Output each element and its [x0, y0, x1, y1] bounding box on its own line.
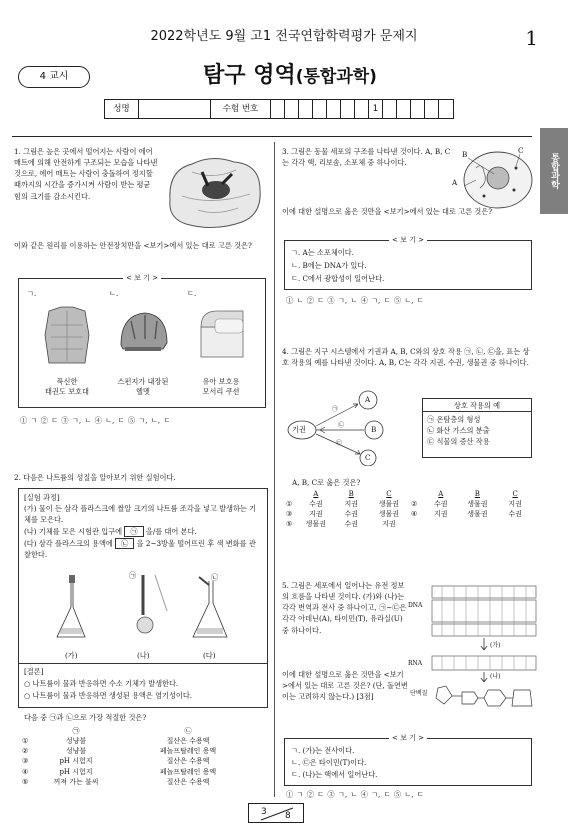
q4-cell: 생물권 [305, 520, 326, 529]
q1-item-label: 스펀지가 내장된 헬멧 [117, 377, 169, 397]
exam-title: 2022학년도 9월 고1 전국연합학력평가 문제지 [150, 29, 418, 44]
q4-cell: 수권 [434, 500, 448, 509]
q3-question: 이에 대한 설명으로 옳은 것만을 <보기>에서 있는 대로 고른 것은? [282, 207, 493, 216]
q5-example-box [284, 734, 532, 786]
q4-cell: ④ [410, 510, 418, 519]
column-divider [274, 142, 275, 797]
q4-text: 4. 그림은 지구 시스템에서 기권과 A, B, C와의 상호 작용 ㉠, ㉡, ㉢을, 표는 상호 작용의 예를 나타낸 것이다. A, B, C는 각각 지권, 수권, 생물권 중 하나이다. [282, 347, 530, 368]
q4-arrow-mark: ㉠ [332, 406, 339, 413]
id-row [104, 99, 454, 119]
q3-text: 3. 그림은 동물 세포의 구조를 나타낸 것이다. A, B, C는 각각 핵, 리보솜, 소포체 중 하나이다. [282, 147, 451, 168]
q2-fig-mark: ㉠ [129, 571, 137, 580]
number-cell-digit: 1 [369, 100, 383, 118]
q4-col-head: B [348, 490, 354, 498]
q4-col-head: B [474, 490, 480, 498]
table-row[interactable] [284, 509, 534, 519]
q4-arrow-mark: ㉡ [338, 422, 345, 429]
q1-example-box [18, 274, 266, 408]
name-field[interactable] [139, 100, 211, 118]
q4-table-item: ㉡ 화산 가스의 분출 [427, 426, 490, 436]
q1-box-label: < 보 기 > [123, 273, 161, 283]
number-cell[interactable] [425, 100, 439, 118]
q1-item-label: 푹신한 태권도 보호대 [45, 377, 89, 397]
q4-table-item: ㉢ 식물의 증산 작용 [427, 437, 490, 447]
q3-choices[interactable]: ① ㄴ ② ㄷ ③ ㄱ, ㄴ ④ ㄱ, ㄷ ⑤ ㄴ, ㄷ [286, 296, 424, 305]
q3-item: ㄱ. A는 소포체이다. [291, 248, 354, 257]
q1-text: 1. 그림은 높은 곳에서 떨어지는 사람이 에어 매트에 의해 안전하게 구조되는 모습을 나타낸 것으로, 에어 매트는 사람이 충돌하여 정지할 때까지의 시간을 증가시켜 사람이 받는 평균 힘의 크기를 감소시킨다. [14, 147, 158, 201]
q4-cell: 생물권 [467, 510, 488, 519]
page-indicator [248, 803, 304, 823]
table-row[interactable] [20, 746, 260, 756]
q5-fig-label-na: (나) [490, 673, 501, 680]
q1-item-mark: ㄴ. [109, 289, 119, 298]
q2-concl2: ○ 나트륨이 물과 반응하면 생성된 용액은 염기성이다. [24, 691, 193, 700]
number-cell[interactable] [327, 100, 341, 118]
q3-fig-label-b: B [462, 150, 468, 159]
q2-row-b: 페놀프탈레인 용액 [159, 767, 217, 776]
q2-row-b: 질산은 수용액 [166, 757, 210, 766]
q3-example-box [284, 236, 532, 290]
number-cell[interactable] [299, 100, 313, 118]
q3-fig-label-a: A [452, 178, 458, 187]
q5-box-label: < 보 기 > [389, 733, 427, 743]
q5-fig-label-protein: 단백질 [410, 690, 428, 697]
q1-item-label: 유아 보호용 모서리 쿠션 [202, 377, 240, 397]
q2-fig-mark: ㉡ [211, 573, 219, 582]
period-badge: 4 교시 [18, 66, 90, 88]
q4-cell: 지권 [309, 510, 323, 519]
q2-row-num: ④ [22, 767, 29, 776]
q4-col-head: C [512, 490, 518, 498]
number-cell[interactable] [285, 100, 299, 118]
table-row[interactable] [20, 736, 260, 746]
q5-item: ㄴ. ㉢은 타이민(T)이다. [291, 758, 367, 767]
q2-choice-table [20, 726, 260, 787]
q5-question: 이에 대한 설명으로 옳은 것만을 <보기>에서 있는 대로 고른 것은? (단, 돌연변이는 고려하지 않는다.) [3점] [282, 670, 408, 702]
q1-item-mark: ㄷ. [187, 289, 197, 298]
q5-item: ㄷ. (나)는 핵에서 일어난다. [291, 770, 378, 779]
q2-question: 다음 중 ㉠과 ㉡으로 가장 적절한 것은? [24, 713, 147, 722]
q5-text: 5. 그림은 세포에서 일어나는 유전 정보의 흐름을 나타낸 것이다. (가)와 (나)는 각각 번역과 전사 중 하나이고, ㉠~㉢은 각각 아데닌(A), 타이민(T), 유라실(U) 중 하나이다. [282, 581, 407, 635]
subject-side-tab: 통합과학 [540, 128, 568, 214]
q4-arrow-mark: ㉢ [336, 440, 343, 447]
q2-proc2 [24, 526, 262, 537]
q3-item: ㄴ. B에는 DNA가 있다. [291, 261, 367, 270]
q2-fig-label: (다) [203, 651, 216, 660]
helmet-figure [117, 309, 169, 359]
q2-row-b: 질산은 수용액 [166, 737, 210, 746]
number-cell[interactable] [313, 100, 327, 118]
q2-text: 2. 다음은 나트륨의 성질을 알아보기 위한 실험이다. [14, 473, 176, 482]
q2-row-a: pH 시험지 [59, 767, 93, 776]
q2-proc2-box: ㉠ [124, 526, 143, 537]
table-row[interactable] [284, 499, 534, 509]
q4-cell: ⑤ [286, 520, 293, 529]
q4-table-title: 상호 작용의 예 [423, 399, 531, 412]
number-cell[interactable] [411, 100, 425, 118]
footer-total: 8 [285, 811, 291, 821]
q4-cell: ② [410, 500, 418, 509]
q4-example-table [422, 398, 532, 458]
q4-cell: 지권 [508, 500, 522, 509]
q4-choice-table [284, 489, 534, 530]
taekwondo-protector-figure [41, 305, 93, 367]
q2-proc3-box: ㉡ [115, 538, 134, 549]
subject-main: 탐구 영역 [203, 63, 296, 88]
q2-fig-label: (나) [137, 651, 150, 660]
q3-item: ㄷ. C에서 광합성이 일어난다. [291, 274, 385, 283]
q2-proc-title: [실험 과정] [24, 493, 60, 502]
table-row[interactable] [20, 777, 260, 787]
q4-cell: 생물권 [467, 500, 488, 509]
q2-proc2-b: 을/를 대어 본다. [145, 527, 197, 536]
q5-choices[interactable]: ① ㄱ ② ㄷ ③ ㄱ, ㄴ ④ ㄱ, ㄷ ⑤ ㄴ, ㄷ [286, 790, 424, 799]
q2-row-a: 성냥불 [65, 747, 87, 756]
footer-slash [249, 804, 305, 824]
q4-cell: 수권 [309, 500, 323, 509]
q4-cell: 수권 [344, 520, 358, 529]
number-cell[interactable] [355, 100, 369, 118]
table-row[interactable] [20, 756, 260, 766]
number-cell[interactable] [383, 100, 397, 118]
q2-experiment-box [18, 488, 268, 708]
q2-row-b: 질산은 수용액 [166, 777, 210, 786]
q2-concl1: ○ 나트륨이 물과 반응하면 수소 기체가 발생한다. [24, 679, 179, 688]
subject-paren: (통합과학) [295, 67, 377, 87]
q4-table-item: ㉠ 온탐층의 형성 [427, 415, 481, 424]
q4-node: A [365, 395, 371, 404]
q4-center-node: 기권 [292, 425, 306, 434]
q1-choices[interactable]: ① ㄱ ② ㄷ ③ ㄱ, ㄴ ④ ㄴ, ㄷ ⑤ ㄱ, ㄴ, ㄷ [20, 416, 171, 425]
q4-cell: ① [286, 500, 293, 509]
q2-proc3 [24, 538, 262, 560]
corner-cushion-figure [197, 307, 247, 363]
q4-cell: 수권 [508, 510, 522, 519]
q2-head-a: ㉠ [72, 727, 80, 735]
q2-concl-title: [결론] [24, 667, 44, 676]
air-mat-figure [162, 150, 266, 232]
number-cell[interactable] [439, 100, 453, 118]
q2-head-b: ㉡ [184, 727, 192, 735]
q2-proc2-a: (나) 기체를 모은 시험관 입구에 [24, 527, 123, 536]
q2-row-b: 페놀프탈레인 용액 [159, 747, 217, 756]
q1-item-mark: ㄱ. [27, 289, 37, 298]
gene-expression-figure [426, 584, 538, 712]
q4-col-head: A [438, 490, 444, 498]
page-number: 1 [525, 26, 538, 50]
table-row[interactable] [284, 519, 534, 529]
q2-row-num: ⑤ [22, 777, 29, 786]
q4-node: B [371, 425, 377, 434]
q2-proc1: (가) 물이 든 삼각 플라스크에 쌀알 크기의 나트륨 조각을 넣고 발생하는 기체를 모은다. [24, 504, 257, 525]
header-divider [12, 136, 532, 137]
q4-cell: ③ [286, 510, 293, 519]
q2-row-a: pH 시험지 [59, 757, 93, 766]
q2-proc3-b: 을 2~3방울 떨어뜨린 후 색 변화를 관찰한다. [24, 539, 256, 560]
q4-cell: 지권 [382, 520, 396, 529]
q5-fig-label-ga: (가) [490, 642, 501, 649]
q4-cell: 생물권 [378, 510, 400, 519]
q4-node: C [365, 453, 371, 462]
q2-row-a: 꺼져 가는 불씨 [53, 777, 99, 786]
q5-fig-label-rna: RNA [408, 660, 423, 667]
q5-fig-label-dna: DNA [408, 602, 423, 609]
q2-box-divider [19, 663, 267, 664]
q1-question: 이와 같은 원리를 이용하는 안전장치만을 <보기>에서 있는 대로 고른 것은? [14, 241, 252, 250]
q2-proc3-a: (다) 삼각 플라스크의 용액에 [24, 539, 113, 548]
q2-head-num [20, 726, 36, 736]
q2-row-num: ② [22, 747, 29, 756]
footer-page: 3 [261, 807, 267, 817]
subject-title [150, 60, 430, 92]
number-cell[interactable] [271, 100, 285, 118]
q2-row-num: ③ [22, 757, 29, 766]
q4-cell: 생물권 [378, 500, 400, 509]
q4-col-head: C [386, 490, 392, 498]
q2-fig-label: (가) [65, 651, 78, 660]
q4-cell: 지권 [434, 510, 448, 519]
q3-box-label: < 보 기 > [389, 235, 427, 245]
number-cell[interactable] [397, 100, 411, 118]
q4-cell: 수권 [344, 510, 358, 519]
name-label: 성명 [105, 100, 139, 118]
q5-item: ㄱ. (가)는 전사이다. [291, 746, 355, 755]
q3-fig-label-c: C [518, 146, 524, 155]
number-label: 수험 번호 [211, 100, 271, 118]
number-cell[interactable] [341, 100, 355, 118]
q2-row-a: 성냥불 [65, 737, 87, 746]
table-row[interactable] [20, 767, 260, 777]
q2-row-num: ① [22, 737, 29, 746]
q4-cell: 지권 [344, 500, 358, 509]
q4-col-head: A [313, 490, 319, 498]
q4-question: A, B, C로 옳은 것은? [292, 478, 361, 487]
